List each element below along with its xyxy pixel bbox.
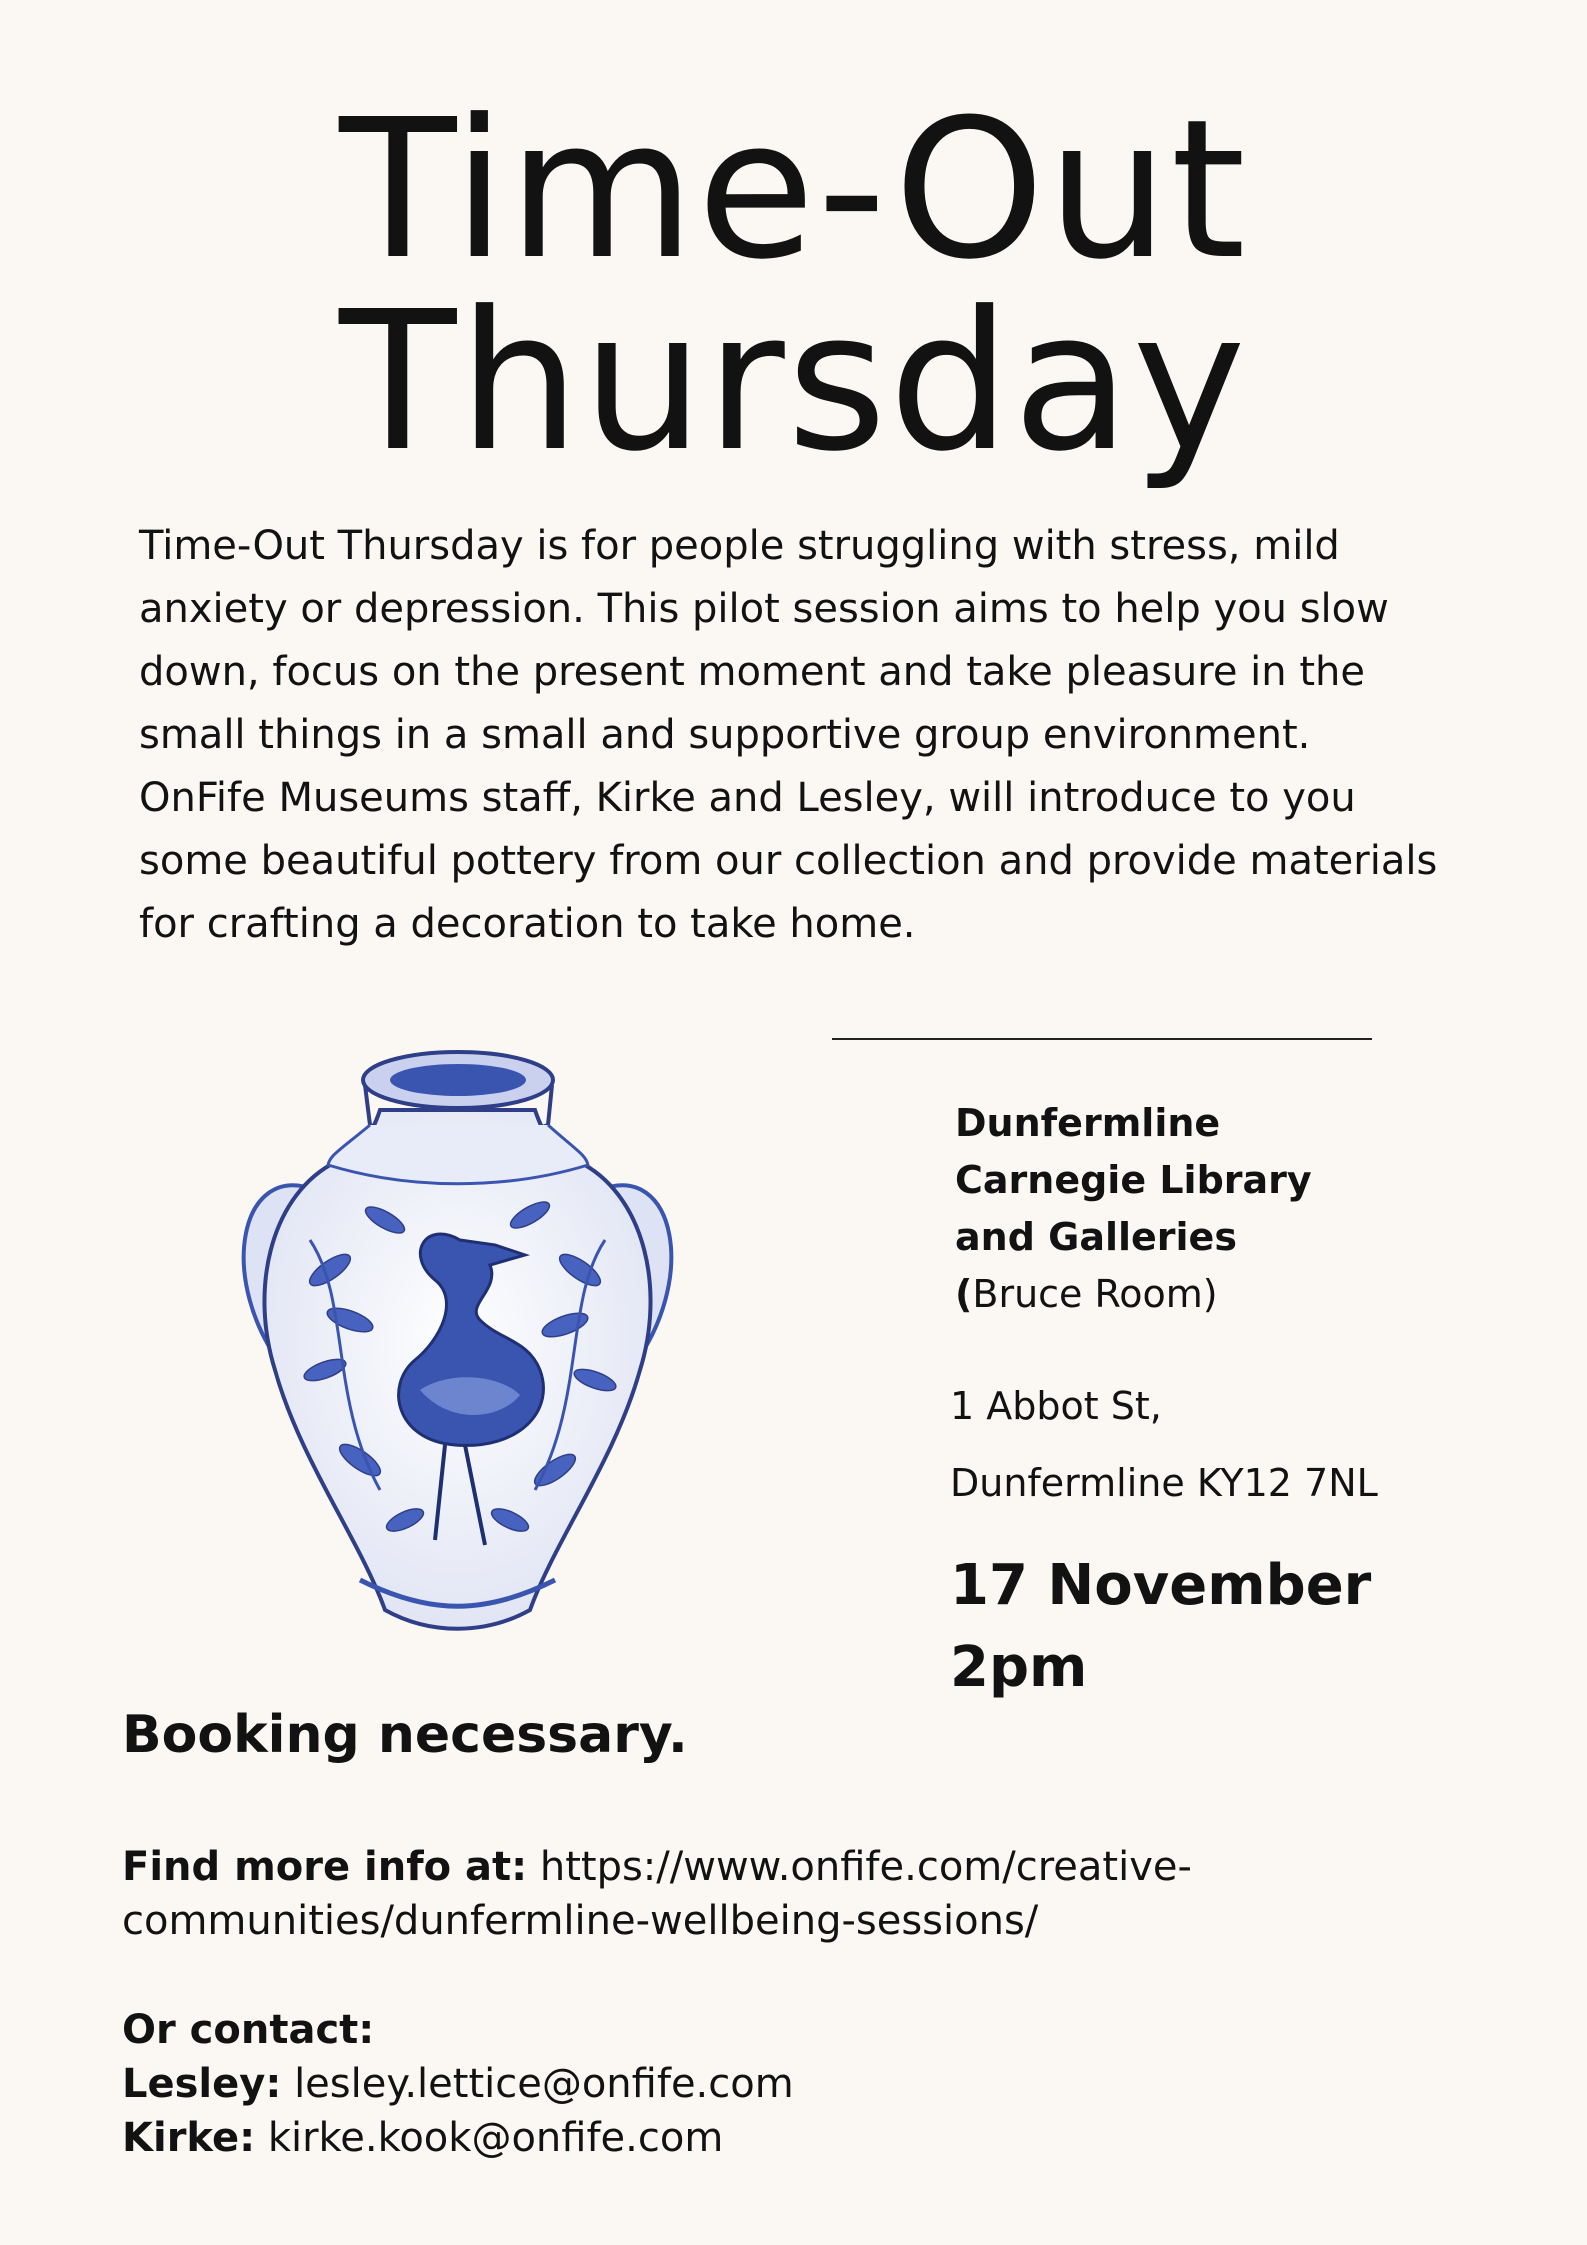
contact-lesley <box>122 2057 1422 2111</box>
venue-block <box>955 1095 1515 1323</box>
more-info <box>122 1840 1422 1948</box>
title-line-1: Time-Out <box>339 79 1248 302</box>
contact-heading: Or contact: <box>122 2007 375 2053</box>
address-line-1: 1 Abbot St, <box>950 1384 1162 1428</box>
event-datetime <box>950 1545 1550 1709</box>
booking-notice: Booking necessary. <box>122 1705 688 1765</box>
contact-lesley-label: Lesley: <box>122 2061 282 2107</box>
contact-kirke <box>122 2111 1422 2165</box>
venue-room-text: Bruce Room) <box>972 1272 1218 1316</box>
contact-kirke-email[interactable]: kirke.kook@onfife.com <box>267 2115 724 2161</box>
venue-name-line-3: and Galleries <box>955 1215 1237 1259</box>
contact-lesley-email[interactable]: lesley.lettice@onfife.com <box>294 2061 794 2107</box>
contact-block <box>122 2003 1422 2165</box>
more-info-label: Find more info at: <box>122 1844 528 1890</box>
intro-paragraph: Time-Out Thursday is for people struggling with stress, mild anxiety or depression. This pilot session aims to help you slow down, focus on the present moment and take pleasure in the small things in a small and supportive group environment. OnFife Museums staff, Kirke and Lesley, will introduce to you some beautiful pottery from our collection and provide materials for crafting a decoration to take home. <box>139 523 1438 947</box>
title-line-2: Thursday <box>339 271 1248 494</box>
divider <box>832 1038 1372 1040</box>
address-block <box>950 1368 1550 1522</box>
address-line-2: Dunfermline KY12 7NL <box>950 1461 1378 1505</box>
vase-illustration <box>210 1040 705 1650</box>
page-title <box>0 79 1587 494</box>
event-date: 17 November <box>950 1553 1372 1618</box>
event-time: 2pm <box>950 1635 1088 1700</box>
venue-name-line-1: Dunfermline <box>955 1101 1221 1145</box>
venue-room-paren: ( <box>955 1272 973 1316</box>
venue-name-line-2: Carnegie Library <box>955 1158 1312 1202</box>
more-info-link[interactable]: https://www.onfife.com/creative-communities/dunfermline-wellbeing-sessions/ <box>122 1844 1192 1944</box>
contact-kirke-label: Kirke: <box>122 2115 256 2161</box>
venue-room <box>955 1272 1218 1316</box>
